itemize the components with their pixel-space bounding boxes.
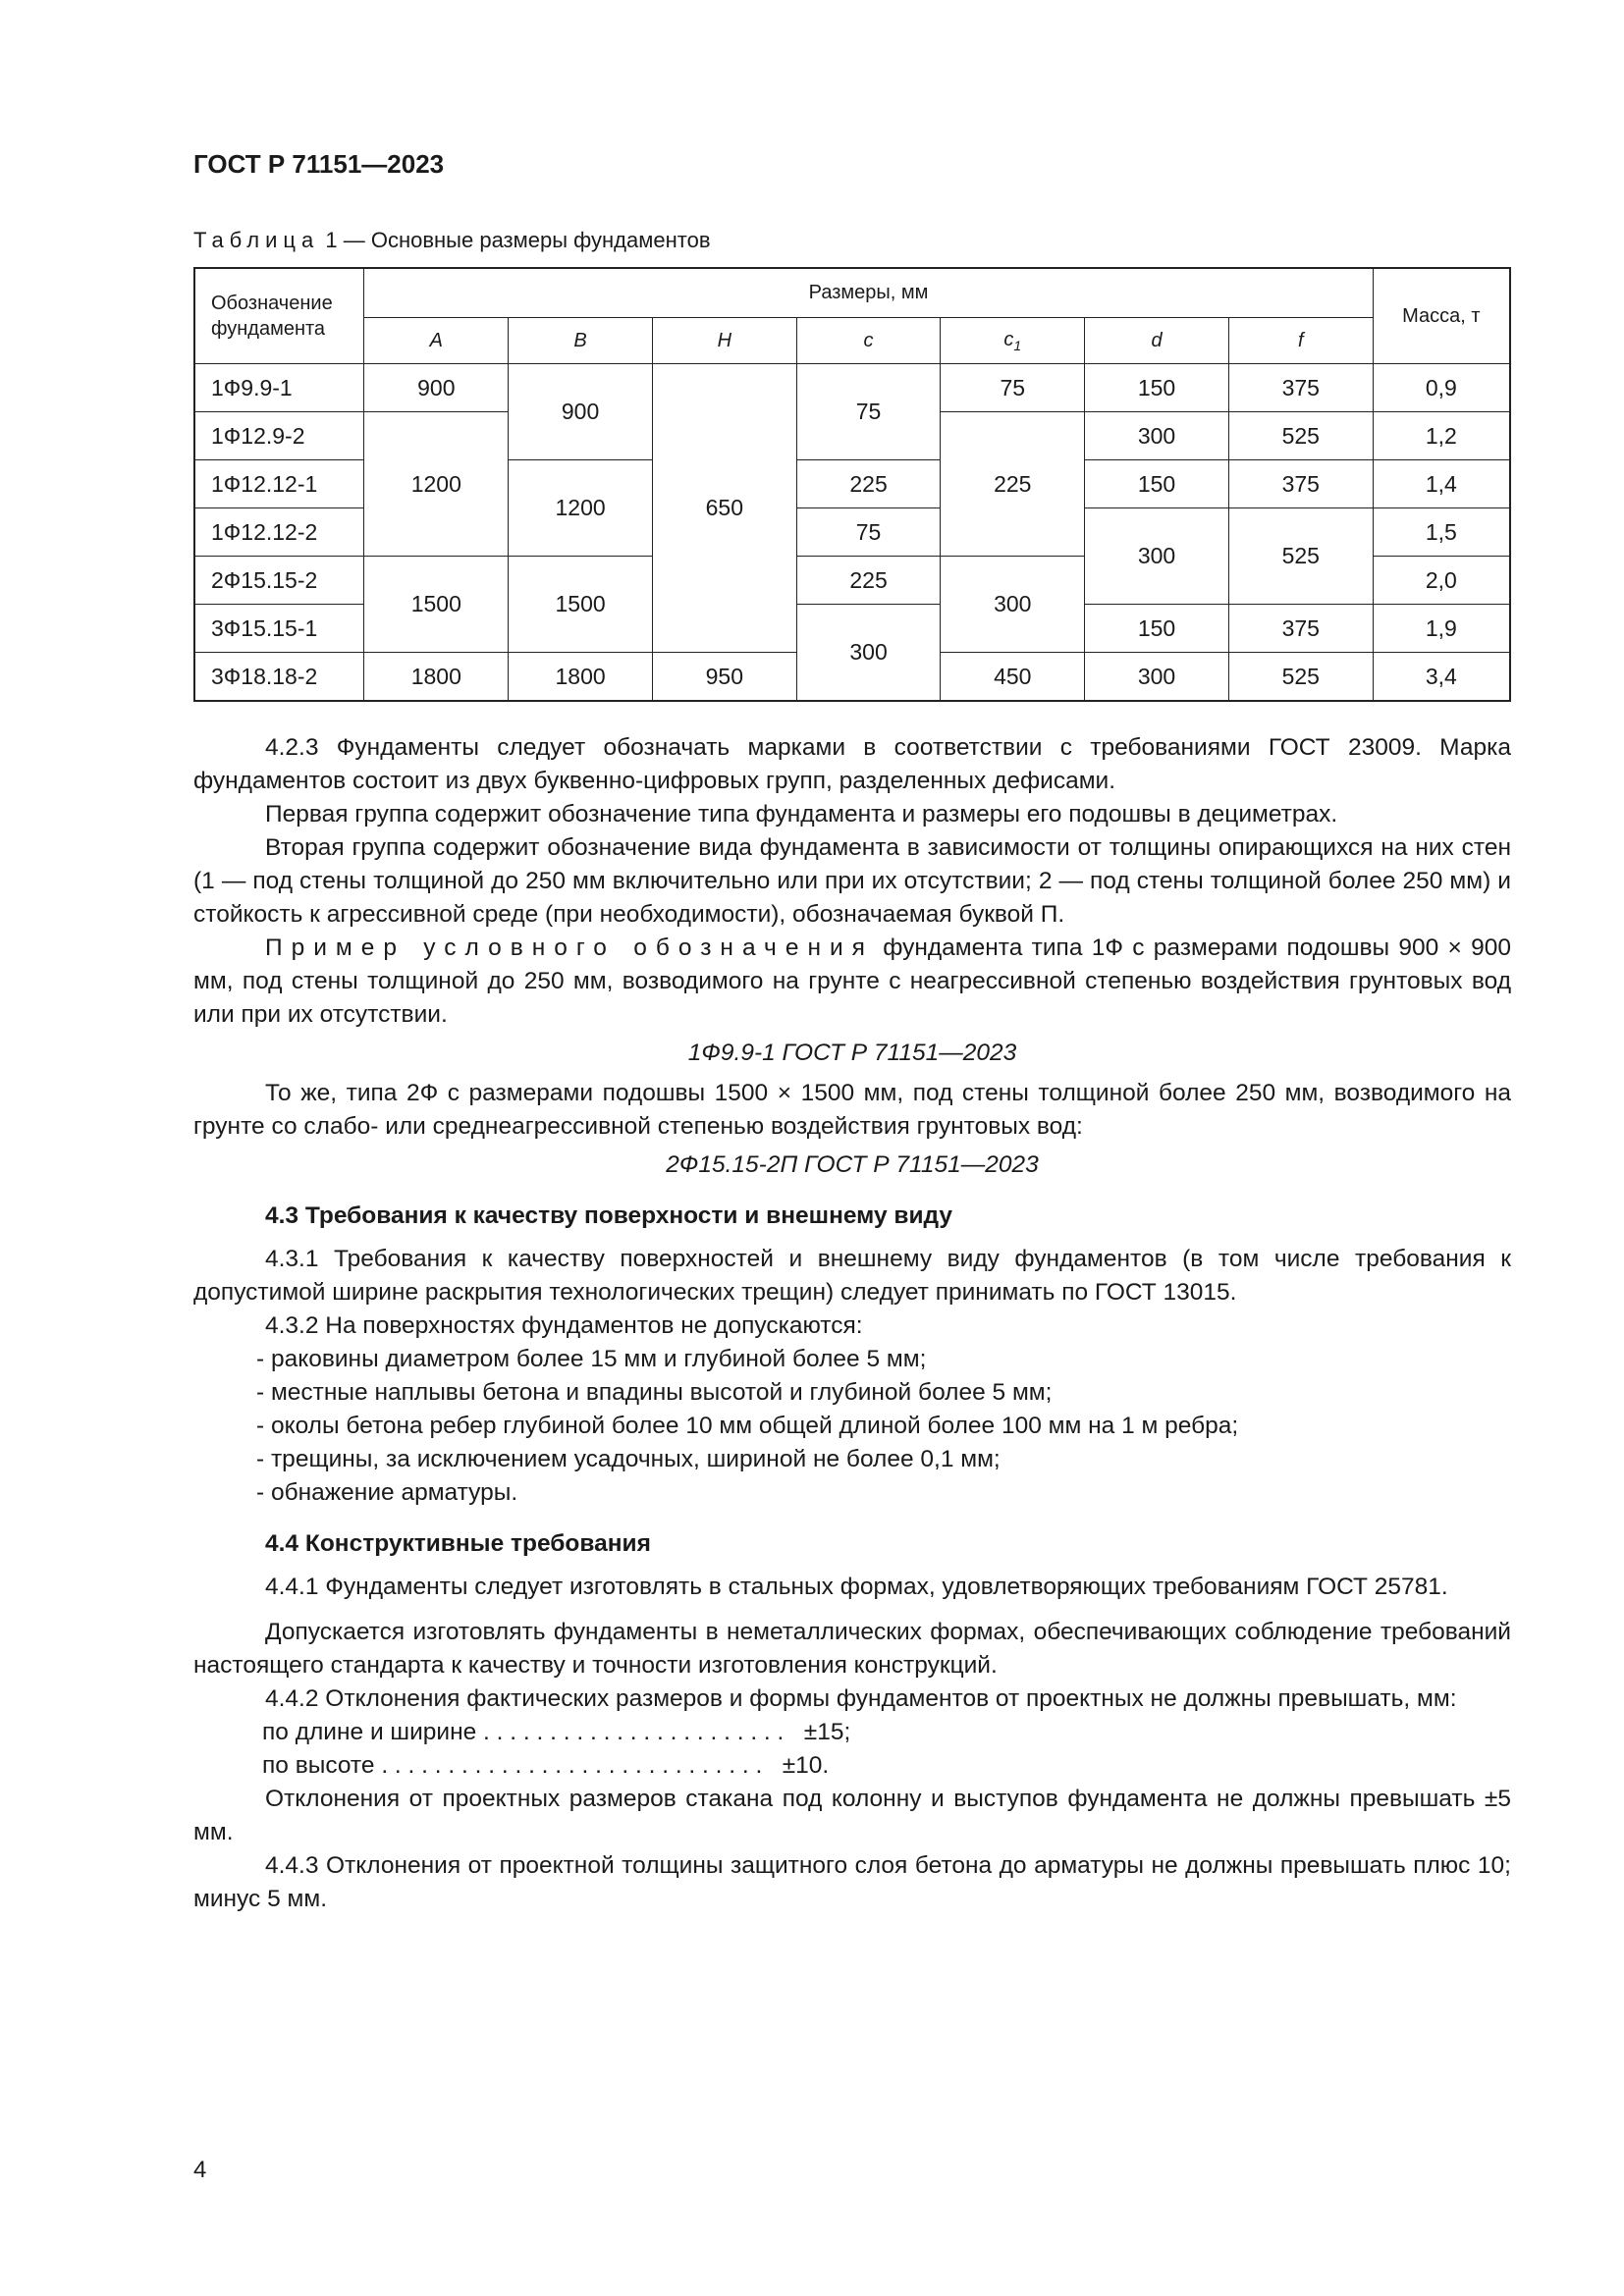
section-heading-4-3: 4.3 Требования к качеству поверхности и внешнему виду [265,1202,953,1229]
cell-A: 1500 [364,557,509,653]
paragraph-4-4-1-b: Допускается изготовлять фундаменты в неметаллических формах, обеспечивающих соблюдение требований настоящего стандарта к качеству и точности изготовления конструкций. [193,1619,1511,1679]
cell-f: 375 [1228,364,1373,412]
table-row [194,364,1510,412]
subheader-d: d [1085,318,1229,364]
cell-c1: 225 [941,412,1085,557]
paragraph-4-3-1: 4.3.1 Требования к качеству поверхностей и внешнему виду фундаментов (в том числе требования к допустимой ширине раскрытия технологических трещин) следует принимать по ГОСТ 13015. [193,1246,1511,1306]
cell-H: 950 [652,653,796,702]
list-item: - местные наплывы бетона и впадины высотой и глубиной более 5 мм; [256,1379,1053,1406]
cell-f: 525 [1228,653,1373,702]
cell-mass: 2,0 [1373,557,1510,605]
cell-A: 900 [364,364,509,412]
example-label: Пример условного обозначения [265,934,874,961]
subheader-A: A [364,318,509,364]
body-text [193,731,1511,1916]
document-header: ГОСТ Р 71151—2023 [193,149,445,179]
cell-c1: 75 [941,364,1085,412]
paragraph-4-4-3: 4.4.3 Отклонения от проектной толщины защитного слоя бетона до арматуры не должны превышать плюс 10; минус 5 мм. [193,1852,1511,1912]
cell-name: 1Ф9.9-1 [194,364,364,412]
subheader-H: H [652,318,796,364]
cell-name: 3Ф18.18-2 [194,653,364,702]
cell-mass: 0,9 [1373,364,1510,412]
cell-A: 1200 [364,412,509,557]
cell-c1: 300 [941,557,1085,653]
table-caption [193,228,711,253]
col-header-mass: Масса, т [1373,268,1510,364]
cell-mass: 1,5 [1373,508,1510,557]
cell-name: 1Ф12.9-2 [194,412,364,460]
cell-f: 375 [1228,460,1373,508]
example-designation-1: 1Ф9.9-1 ГОСТ Р 71151—2023 [687,1040,1017,1066]
cell-d: 300 [1085,412,1229,460]
dimensions-table [193,267,1511,702]
cell-B: 1800 [509,653,653,702]
paragraph-second-group: Вторая группа содержит обозначение вида фундамента в зависимости от толщины опирающихся на них стен (1 — под стены толщиной до 250 мм включительно или при их отсутствии; 2 — под стены толщиной более 250 мм) и стойкость к агрессивной среде (при необходимости), обозначаемая буквой П. [193,834,1511,928]
paragraph-same-type: То же, типа 2Ф с размерами подошвы 1500 × 1500 мм, под стены толщиной более 250 мм, возводимого на грунте со слабо- или среднеагрессивной степенью воздействия грунтовых вод: [193,1080,1511,1140]
subheader-c1 [941,318,1085,364]
cell-d: 150 [1085,460,1229,508]
cell-d: 150 [1085,364,1229,412]
deviation-height: по высоте . . . . . . . . . . . . . . . . . . . . . . . . . . . . . ±10. [262,1752,830,1779]
cell-name: 1Ф12.12-1 [194,460,364,508]
cell-c: 300 [796,605,941,702]
paragraph-4-3-2: 4.3.2 На поверхностях фундаментов не допускаются: [265,1312,863,1339]
cell-f: 375 [1228,605,1373,653]
cell-A: 1800 [364,653,509,702]
subheader-f: f [1228,318,1373,364]
cell-name: 1Ф12.12-2 [194,508,364,557]
cell-f: 525 [1228,508,1373,605]
cell-c: 75 [796,364,941,460]
example-text: фундамента типа 1Ф с размерами подошвы 900 × 900 мм, под стены толщиной до 250 мм, возводимого на грунте с неагрессивной степенью воздействия грунтовых вод или при их отсутствии. [193,934,1512,1028]
cell-B: 900 [509,364,653,460]
cell-B: 1200 [509,460,653,557]
cell-mass: 1,4 [1373,460,1510,508]
paragraph-example [193,932,1511,1032]
example-designation-2: 2Ф15.15-2П ГОСТ Р 71151—2023 [666,1151,1039,1178]
list-item: - раковины диаметром более 15 мм и глубиной более 5 мм; [256,1346,927,1372]
section-heading-4-4: 4.4 Конструктивные требования [265,1530,651,1557]
cell-c1: 450 [941,653,1085,702]
paragraph-first-group: Первая группа содержит обозначение типа фундамента и размеры его подошвы в дециметрах. [265,801,1338,828]
cell-c: 75 [796,508,941,557]
paragraph-4-4-2-b: Отклонения от проектных размеров стакана под колонну и выступов фундамента не должны превышать ±5 мм. [193,1786,1511,1845]
cell-d: 150 [1085,605,1229,653]
cell-f: 525 [1228,412,1373,460]
page-number: 4 [193,2157,207,2183]
cell-c: 225 [796,460,941,508]
paragraph-4-2-3: 4.2.3 Фундаменты следует обозначать марками в соответствии с требованиями ГОСТ 23009. Марка фундаментов состоит из двух буквенно-цифровых групп, разделенных дефисами. [193,734,1511,794]
col-header-sizes: Размеры, мм [364,268,1373,318]
cell-name: 3Ф15.15-1 [194,605,364,653]
cell-B: 1500 [509,557,653,653]
deviation-length: по длине и ширине . . . . . . . . . . . . . . . . . . . . . . . ±15; [262,1719,851,1745]
cell-name: 2Ф15.15-2 [194,557,364,605]
paragraph-4-4-1: 4.4.1 Фундаменты следует изготовлять в стальных формах, удовлетворяющих требованиям ГОСТ 25781. [265,1574,1448,1600]
list-item: - околы бетона ребер глубиной более 10 мм общей длиной более 100 мм на 1 м ребра; [256,1413,1239,1439]
list-item: - трещины, за исключением усадочных, шириной не более 0,1 мм; [256,1446,1001,1472]
col-header-designation: Обозначение фундамента [194,268,364,364]
table-caption-text: 1 — Основные размеры фундаментов [319,228,711,252]
cell-d: 300 [1085,508,1229,605]
cell-H: 650 [652,364,796,653]
cell-mass: 1,2 [1373,412,1510,460]
cell-mass: 1,9 [1373,605,1510,653]
subheader-c1-letter: c [1003,328,1014,350]
cell-d: 300 [1085,653,1229,702]
subheader-c1-index: 1 [1013,337,1022,353]
paragraph-4-4-2: 4.4.2 Отклонения фактических размеров и формы фундаментов от проектных не должны превышать, мм: [265,1685,1457,1712]
subheader-B: B [509,318,653,364]
subheader-c: c [796,318,941,364]
list-item: - обнажение арматуры. [256,1479,518,1506]
cell-mass: 3,4 [1373,653,1510,702]
table-caption-prefix: Таблица [193,228,320,252]
cell-c: 225 [796,557,941,605]
